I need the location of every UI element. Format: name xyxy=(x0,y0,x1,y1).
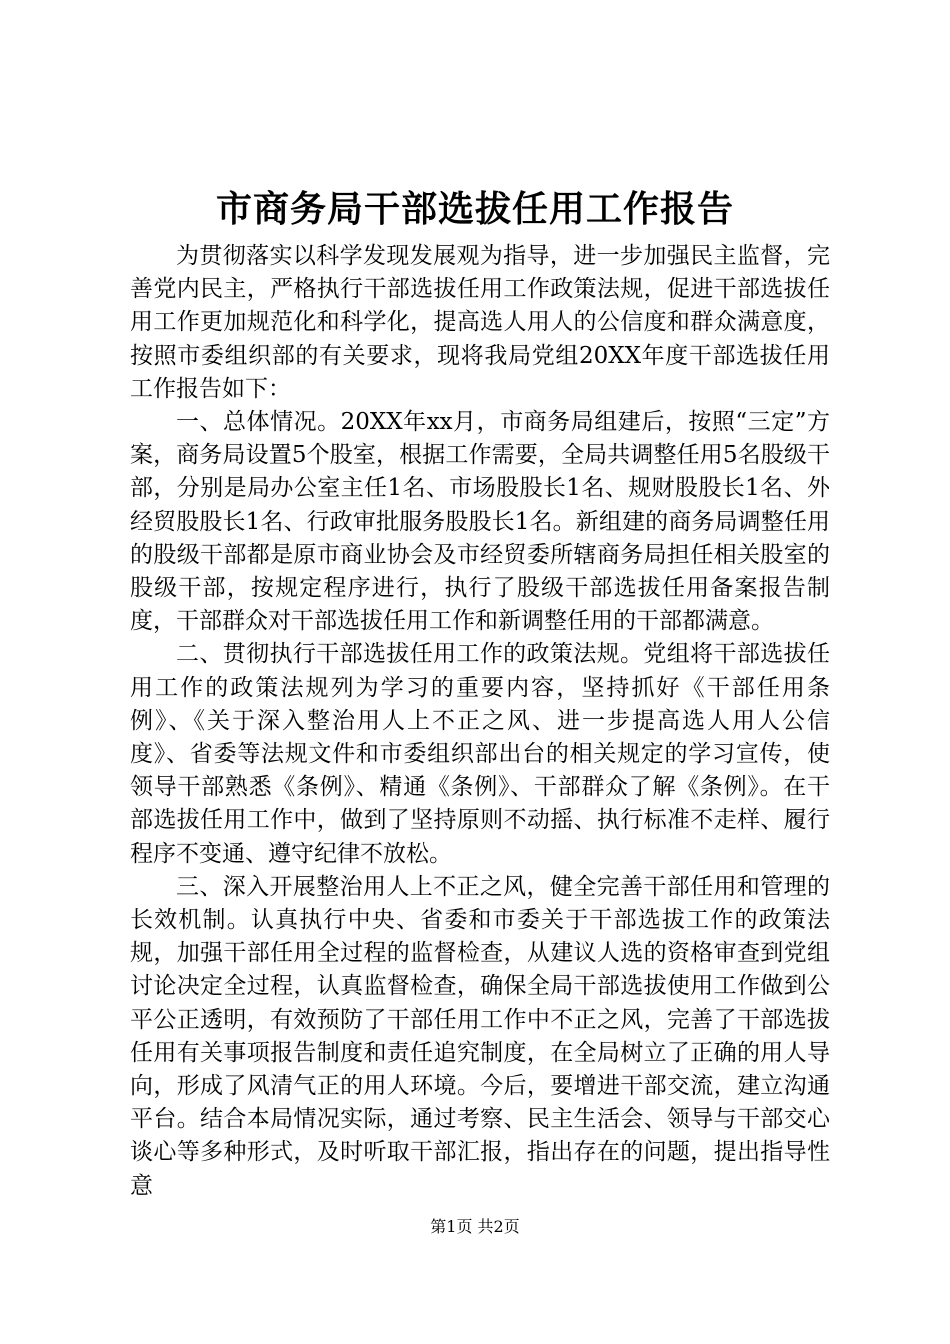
paragraph-intro: 为贯彻落实以科学发现发展观为指导，进一步加强民主监督，完善党内民主，严格执行干部选拔任用工作政策法规，促进干部选拔任用工作更加规范化和科学化，提高选人用人的公信度和群众满意度，按照市委组织部的有关要求，现将我局党组20XX年度干部选拔任用工作报告如下： xyxy=(130,243,830,402)
page-number-footer: 第1页 共2页 xyxy=(430,1217,520,1236)
paragraph-section-3: 三、深入开展整治用人上不正之风，健全完善干部任用和管理的长效机制。认真执行中央、省委和市委关于干部选拔工作的政策法规，加强干部任用全过程的监督检查，从建议人选的资格审查到党组讨论决定全过程，认真监督检查，确保全局干部选拔使用工作做到公平公正透明，有效预防了干部任用工作中不正之风，完善了干部选拔任用有关事项报告制度和责任追究制度，在全局树立了正确的用人导向，形成了风清气正的用人环境。今后，要增进干部交流，建立沟通平台。结合本局情况实际，通过考察、民主生活会、领导与干部交心谈心等多种形式，及时听取干部汇报，指出存在的问题，提出指导性意 xyxy=(130,873,830,1199)
document-title: 市商务局干部选拔任用工作报告 xyxy=(215,188,734,230)
document-body xyxy=(130,240,830,1203)
paragraph-section-1: 一、总体情况。20XX年xx月，市商务局组建后，按照“三定”方案，商务局设置5个股室，根据工作需要，全局共调整任用5名股级干部，分别是局办公室主任1名、市场股股长1名、规财股股长1名、外经贸股股长1名、行政审批服务股股长1名。新组建的商务局调整任用的股级干部都是原市商业协会及市经贸委所辖商务局担任相关股室的股级干部，按规定程序进行，执行了股级干部选拔任用备案报告制度，干部群众对干部选拔任用工作和新调整任用的干部都满意。 xyxy=(130,409,830,635)
paragraph-section-2: 二、贯彻执行干部选拔任用工作的政策法规。党组将干部选拔任用工作的政策法规列为学习的重要内容，坚持抓好《干部任用条例》、《关于深入整治用人上不正之风、进一步提高选人用人公信度》、省委等法规文件和市委组织部出台的相关规定的学习宣传，使领导干部熟悉《条例》、精通《条例》、干部群众了解《条例》。在干部选拔任用工作中，做到了坚持原则不动摇、执行标准不走样、履行程序不变通、遵守纪律不放松。 xyxy=(130,641,830,867)
